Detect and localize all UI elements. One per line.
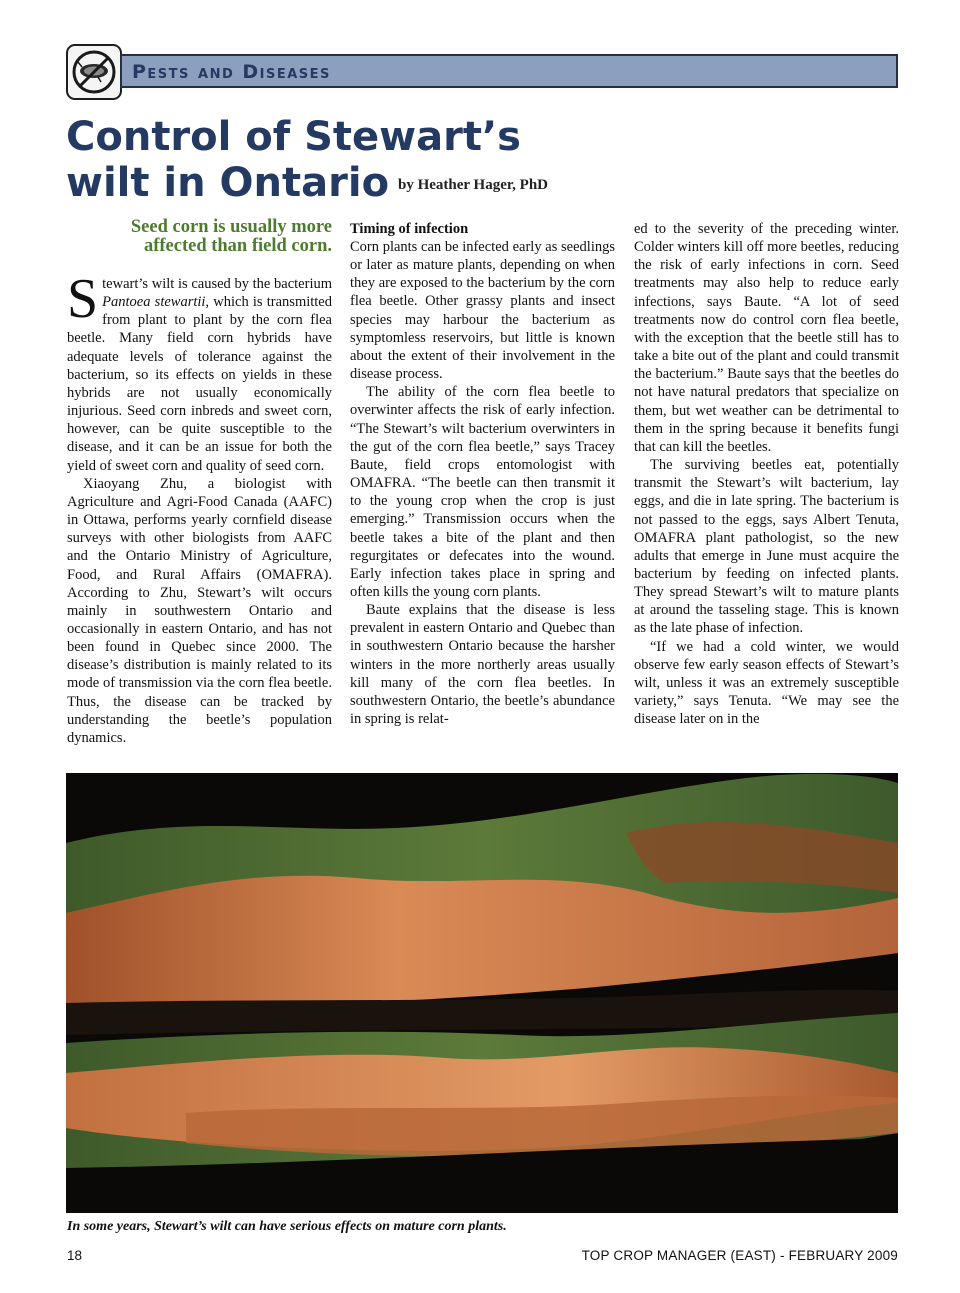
paragraph: Xiaoyang Zhu, a biologist with Agriculture and Agri-Food Canada (AAFC) in Ottawa, performs yearly cornfield disease surveys with other biologists from AAFC and the Ontario Ministry of Agriculture, Food, and Rural Affairs (OMAFRA). According to Zhu, Stewart’s wilt occurs mainly in southwestern Ontario and occasionally in eastern Ontario, and has not been found in Quebec since 2000. The disease’s distribution is mainly related to its mode of transmission via the corn flea beetle. Thus, the disease can be tracked by understanding the beetle’s population dynamics. — [67, 475, 332, 746]
column-2 — [350, 220, 615, 765]
publication-footer: TOP CROP MANAGER (EAST) - FEBRUARY 2009 — [581, 1248, 898, 1263]
page-number: 18 — [67, 1248, 83, 1263]
paragraph: Corn plants can be infected early as seedlings or later as mature plants, depending on when they are exposed to the bacterium by the corn flea beetle. Other grassy plants and insect species may harbour the bacterium as symptomless reservoirs, but little is known about the extent of their involvement in the disease process. — [350, 239, 615, 383]
headline-line-1: Control of Stewart’s — [66, 114, 521, 160]
beetle-no-entry-icon — [66, 44, 122, 100]
column-1 — [67, 268, 332, 765]
section-band — [120, 54, 898, 88]
headline-line-2: wilt in Ontario — [66, 160, 390, 206]
subhead-timing: Timing of infection — [350, 221, 469, 237]
deck-subtitle: Seed corn is usually more affected than field corn. — [130, 217, 332, 256]
paragraph: Baute explains that the disease is less prevalent in eastern Ontario and Quebec than in southwestern Ontario because the harsher winters in the more northerly areas usually kill many of the corn flea beetles. In southwestern Ontario, the beetle’s abundance in spring is relat- — [350, 602, 615, 728]
corn-leaf-photo — [66, 773, 898, 1213]
paragraph: ed to the severity of the preceding winter. Colder winters kill off more beetles, reducing the risk of early infections in corn. Seed treatments may also help to reduce early infections, says Baute. “A lot of seed treatments now do control corn flea beetle, with the exception that the beetle still has to take a bite out of the plant and could transmit the bacterium.” Baute says that the beetles do not have natural predators that specialize on them, but wet weather can be detrimental to them in the spring because it benefits fungi that can kill the beetles. — [634, 221, 899, 455]
section-title: Pests and Diseases — [132, 61, 331, 83]
byline: by Heather Hager, PhD — [398, 177, 548, 193]
photo-caption: In some years, Stewart’s wilt can have serious effects on mature corn plants. — [67, 1219, 507, 1234]
species-name: Pantoea stewartii, — [102, 294, 210, 311]
paragraph: Stewart’s wilt is caused by the bacterium Pantoea stewartii, which is transmitted from plant to plant by the corn flea beetle. Many field corn hybrids have adequate levels of tolerance against the bacterium, so its effects on yields in these hybrids are not usually economically injurious. Seed corn inbreds and sweet corn, however, can be quite susceptible to the disease, and it can be an issue for both the yield of sweet corn and quality of seed corn. — [67, 268, 332, 474]
paragraph: The surviving beetles eat, potentially transmit the Stewart’s wilt bacterium, lay eggs, and die in late spring. The bacterium is not passed to the eggs, says Albert Tenuta, OMAFRA plant pathologist, so the new adults that emerge in June must acquire the bacterium by feeding on infected plants. They spread Stewart’s wilt to mature plants at around the tasseling stage. This is known as the late phase of infection. — [634, 457, 899, 637]
drop-cap: S — [67, 268, 99, 330]
paragraph: “If we had a cold winter, we would observe few early season effects of Stewart’s wilt, unless it was an extremely susceptible variety,” says Tenuta. “We may see the disease later on in the — [634, 638, 899, 728]
section-header — [66, 44, 898, 100]
column-3 — [634, 220, 899, 765]
paragraph: The ability of the corn flea beetle to overwinter affects the risk of early infection. “The Stewart’s wilt bacterium overwinters in the gut of the corn flea beetle,” says Tracey Baute, field crops entomologist with OMAFRA. “The beetle can then transmit it to the young crop when the crop is just emerging.” Transmission occurs when the beetle takes a bite of the plant and then regurgitates or defecates into the wound. Early infection takes place in spring and often kills the young corn plants. — [350, 384, 615, 600]
